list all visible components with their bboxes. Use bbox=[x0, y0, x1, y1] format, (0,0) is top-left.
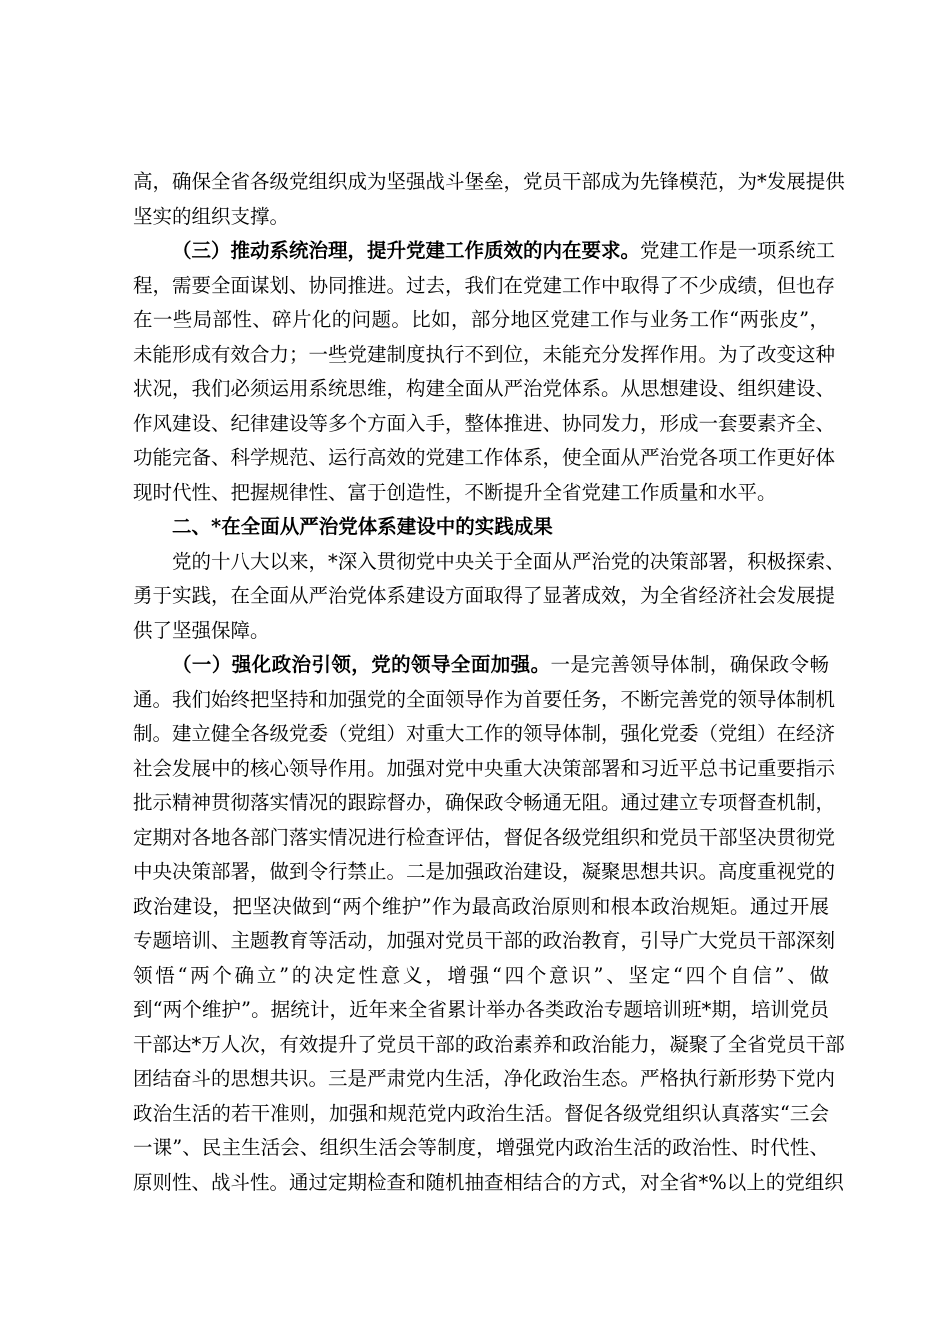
text-line bbox=[133, 303, 829, 338]
document-page bbox=[133, 165, 845, 1200]
text-line bbox=[133, 476, 829, 511]
paragraph-one bbox=[133, 648, 845, 1200]
text-line bbox=[133, 924, 836, 959]
body-text: 通。我们始终把坚持和加强党的全面领导作为首要任务，不断完善党的领导体制机 bbox=[133, 687, 836, 711]
paragraph-three bbox=[133, 234, 836, 510]
text-line bbox=[133, 717, 836, 752]
text-line bbox=[133, 959, 829, 994]
text-line bbox=[133, 614, 829, 649]
body-text: 原则性、战斗性。通过定期检查和随机抽查相结合的方式，对全省*%以上的党组织 bbox=[133, 1170, 844, 1194]
text-line bbox=[133, 545, 845, 580]
body-text: 定期对各地各部门落实情况进行检查评估，督促各级党组织和党员干部坚决贯彻党 bbox=[133, 825, 836, 849]
text-line bbox=[133, 1097, 829, 1132]
body-text: 作风建设、纪律建设等多个方面入手，整体推进、协同发力，形成一套要素齐全、 bbox=[133, 411, 836, 435]
body-text: 政治建设，把坚决做到“两个维护”作为最高政治原则和根本政治规矩。通过开展 bbox=[133, 894, 829, 918]
paragraph-continuation bbox=[133, 165, 845, 234]
body-text: 一课”、民主生活会、组织生活会等制度，增强党内政治生活的政治性、时代性、 bbox=[133, 1136, 829, 1159]
text-line bbox=[133, 890, 829, 925]
body-text: 功能完备、科学规范、运行高效的党建工作体系，使全面从严治党各项工作更好体 bbox=[133, 446, 836, 469]
body-text: 团结奋斗的思想共识。三是严肃党内生活，净化政治生态。严格执行新形势下党内 bbox=[133, 1067, 836, 1090]
text-line bbox=[133, 510, 829, 545]
text-line bbox=[133, 648, 829, 683]
text-line bbox=[133, 407, 836, 442]
body-text: 批示精神贯彻落实情况的跟踪督办，确保政令畅通无阻。通过建立专项督查机制， bbox=[133, 791, 836, 814]
text-line bbox=[133, 372, 836, 407]
text-line bbox=[133, 338, 836, 373]
body-text: 勇于实践，在全面从严治党体系建设方面取得了显著成效，为全省经济社会发展提 bbox=[133, 584, 836, 607]
text-line bbox=[133, 1131, 829, 1166]
body-text: 高，确保全省各级党组织成为坚强战斗堡垒，党员干部成为先锋模范，为*发展提供 bbox=[133, 170, 845, 193]
body-text: 现时代性、把握规律性、富于创造性，不断提升全省党建工作质量和水平。 bbox=[133, 480, 777, 504]
body-text: 坚实的组织支撑。 bbox=[133, 204, 290, 228]
text-line bbox=[133, 234, 836, 269]
paragraph-heading-two bbox=[133, 510, 829, 545]
text-line bbox=[133, 1166, 844, 1201]
paragraph-intro bbox=[133, 545, 845, 649]
text-line bbox=[133, 993, 829, 1028]
body-text: 制。建立健全各级党委（党组）对重大工作的领导体制，强化党委（党组）在经济 bbox=[133, 722, 836, 745]
body-text: 未能形成有效合力；一些党建制度执行不到位，未能充分发挥作用。为了改变这种 bbox=[133, 342, 836, 366]
body-text: 状况，我们必须运用系统思维，构建全面从严治党体系。从思想建设、组织建设、 bbox=[133, 377, 836, 400]
bold-lead-text: （三）推动系统治理，提升党建工作质效的内在要求。 bbox=[172, 239, 641, 262]
body-text: 程，需要全面谋划、协同推进。过去，我们在党建工作中取得了不少成绩，但也存 bbox=[133, 273, 836, 297]
text-line bbox=[133, 821, 836, 856]
body-text: 干部达*万人次，有效提升了党员干部的政治素养和政治能力，凝聚了全省党员干部 bbox=[133, 1032, 845, 1056]
text-line bbox=[133, 269, 836, 304]
text-line bbox=[133, 1062, 836, 1097]
body-text: 社会发展中的核心领导作用。加强对党中央重大决策部署和习近平总书记重要指示 bbox=[133, 756, 836, 780]
body-text: 供了坚强保障。 bbox=[133, 618, 270, 642]
text-line bbox=[133, 1028, 845, 1063]
bold-lead-text: 二、*在全面从严治党体系建设中的实践成果 bbox=[172, 515, 553, 538]
text-line bbox=[133, 855, 836, 890]
body-text: 政治生活的若干准则，加强和规范党内政治生活。督促各级党组织认真落实“三会 bbox=[133, 1101, 829, 1125]
body-text: 专题培训、主题教育等活动，加强对党员干部的政治教育，引导广大党员干部深刻 bbox=[133, 929, 836, 952]
body-text: 领悟“两个确立”的决定性意义，增强“四个意识”、坚定“四个自信”、做 bbox=[133, 963, 829, 987]
bold-lead-text: （一）强化政治引领，党的领导全面加强。 bbox=[172, 653, 551, 676]
text-line bbox=[133, 441, 836, 476]
body-text: 一是完善领导体制，确保政令畅 bbox=[550, 653, 829, 676]
body-text: 在一些局部性、碎片化的问题。比如，部分地区党建工作与业务工作“两张皮”， bbox=[133, 308, 829, 331]
body-text: 党的十八大以来，*深入贯彻党中央关于全面从严治党的决策部署，积极探索、 bbox=[172, 549, 845, 573]
body-text: 党建工作是一项系统工 bbox=[640, 239, 836, 262]
text-line bbox=[133, 165, 845, 200]
text-line bbox=[133, 683, 836, 718]
body-text: 到“两个维护”。据统计，近年来全省累计举办各类政治专题培训班*期，培训党员 bbox=[133, 998, 829, 1021]
text-line bbox=[133, 579, 836, 614]
text-line bbox=[133, 786, 836, 821]
text-line bbox=[133, 752, 836, 787]
body-text: 中央决策部署，做到令行禁止。二是加强政治建设，凝聚思想共识。高度重视党的 bbox=[133, 860, 836, 883]
text-line bbox=[133, 200, 829, 235]
